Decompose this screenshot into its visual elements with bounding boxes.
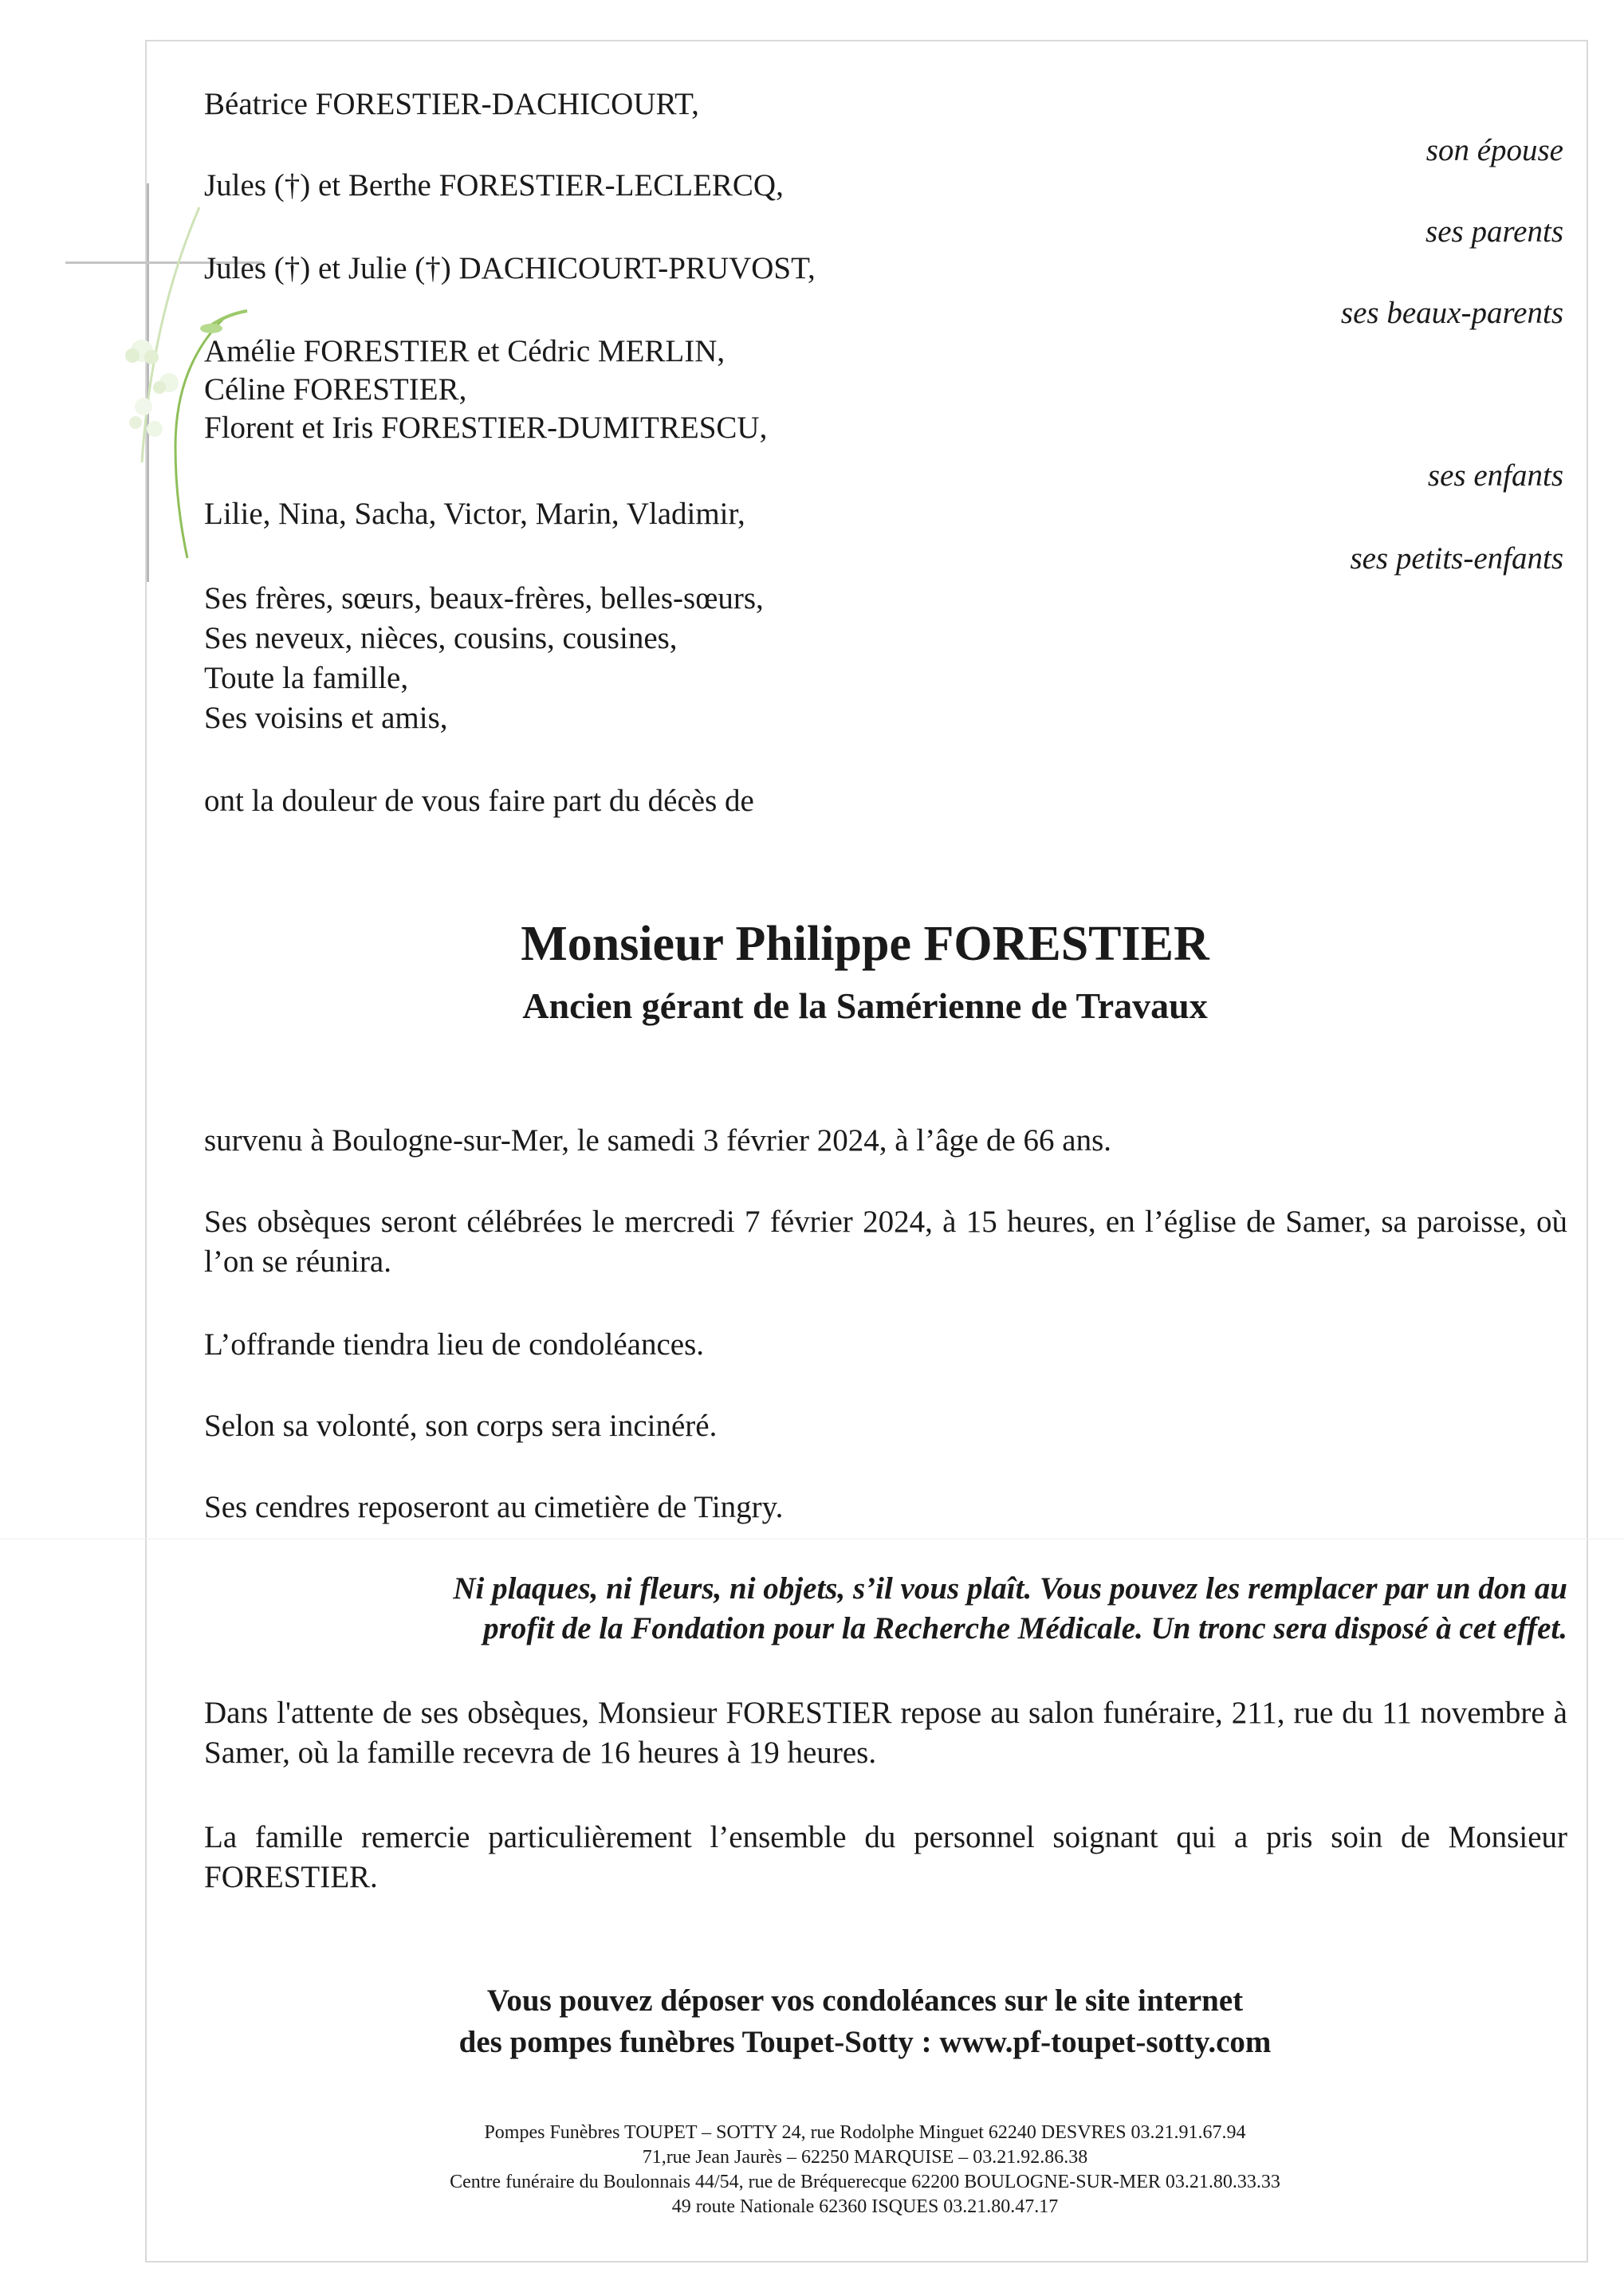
spouse-role: son épouse (1425, 133, 1563, 167)
footer-line: Pompes Funèbres TOUPET – SOTTY 24, rue Rodolphe Minguet 62240 DESVRES 03.21.91.67.94 (484, 2122, 1246, 2143)
relatives-line: Ses neveux, nièces, cousins, cousines, (204, 621, 678, 655)
deceased-name: Monsieur Philippe FORESTIER (521, 917, 1209, 971)
spouse-name: Béatrice FORESTIER-DACHICOURT, (204, 87, 699, 121)
offering-text: L’offrande tiendra lieu de condoléances. (204, 1327, 704, 1362)
condolences-website (144, 1980, 1587, 2063)
thanks-text: La famille remercie particulièrement l’ensemble du personnel soignant qui a pris soin de Monsieur FORESTIER. (204, 1820, 1567, 1894)
notice-line: profit de la Fondation pour la Recherche Médicale. Un tronc sera disposé à cet effet. (483, 1611, 1567, 1645)
announcement-text: ont la douleur de vous faire part du décès de (204, 784, 754, 818)
funeral-home-footer (144, 2121, 1587, 2219)
visitation-text: Dans l'attente de ses obsèques, Monsieur FORESTIER repose au salon funéraire, 211, rue du 11 novembre à Samer, où la famille recevra de 16 heures à 19 heures. (204, 1696, 1567, 1770)
child-name: Florent et Iris FORESTIER-DUMITRESCU, (204, 411, 768, 445)
website-line: Vous pouvez déposer vos condoléances sur le site internet (486, 1983, 1244, 2018)
footer-line: 49 route Nationale 62360 ISQUES 03.21.80.47.17 (671, 2196, 1059, 2217)
children-role: ses enfants (1427, 458, 1563, 493)
footer-line: 71,rue Jean Jaurès – 62250 MARQUISE – 03.21.92.86.38 (642, 2147, 1088, 2168)
relatives-line: Ses frères, sœurs, beaux-frères, belles-sœurs, (204, 581, 764, 615)
child-name: Amélie FORESTIER et Cédric MERLIN, (204, 334, 725, 368)
inlaws-name: Jules (†) et Julie (†) DACHICOURT-PRUVOST, (204, 251, 816, 285)
grandchildren-role: ses petits-enfants (1350, 541, 1563, 576)
parents-role: ses parents (1425, 214, 1563, 249)
grandchildren-names: Lilie, Nina, Sacha, Victor, Marin, Vladimir, (204, 497, 745, 531)
no-flowers-notice (263, 1569, 1567, 1649)
inlaws-role: ses beaux-parents (1340, 296, 1563, 330)
footer-line: Centre funéraire du Boulonnais 44/54, rue de Bréquerecque 62200 BOULOGNE-SUR-MER 03.21.80.33.33 (450, 2172, 1280, 2192)
death-details: survenu à Boulogne-sur-Mer, le samedi 3 février 2024, à l’âge de 66 ans. (204, 1123, 1112, 1158)
deceased-title: Ancien gérant de la Samérienne de Travaux (522, 985, 1208, 1026)
relatives-line: Toute la famille, (204, 661, 409, 695)
ashes-text: Ses cendres reposeront au cimetière de Tingry. (204, 1490, 784, 1524)
funeral-details: Ses obsèques seront célébrées le mercredi 7 février 2024, à 15 heures, en l’église de Samer, sa paroisse, où l’on se réunira. (204, 1205, 1567, 1279)
child-name: Céline FORESTIER, (204, 372, 467, 407)
relatives-line: Ses voisins et amis, (204, 701, 448, 735)
website-line: des pompes funèbres Toupet-Sotty : www.pf-toupet-sotty.com (458, 2025, 1272, 2059)
parents-name: Jules (†) et Berthe FORESTIER-LECLERCQ, (204, 168, 784, 202)
cremation-text: Selon sa volonté, son corps sera incinéré. (204, 1409, 718, 1443)
notice-line: Ni plaques, ni fleurs, ni objets, s’il vous plaît. Vous pouvez les remplacer par un don au (453, 1571, 1567, 1606)
